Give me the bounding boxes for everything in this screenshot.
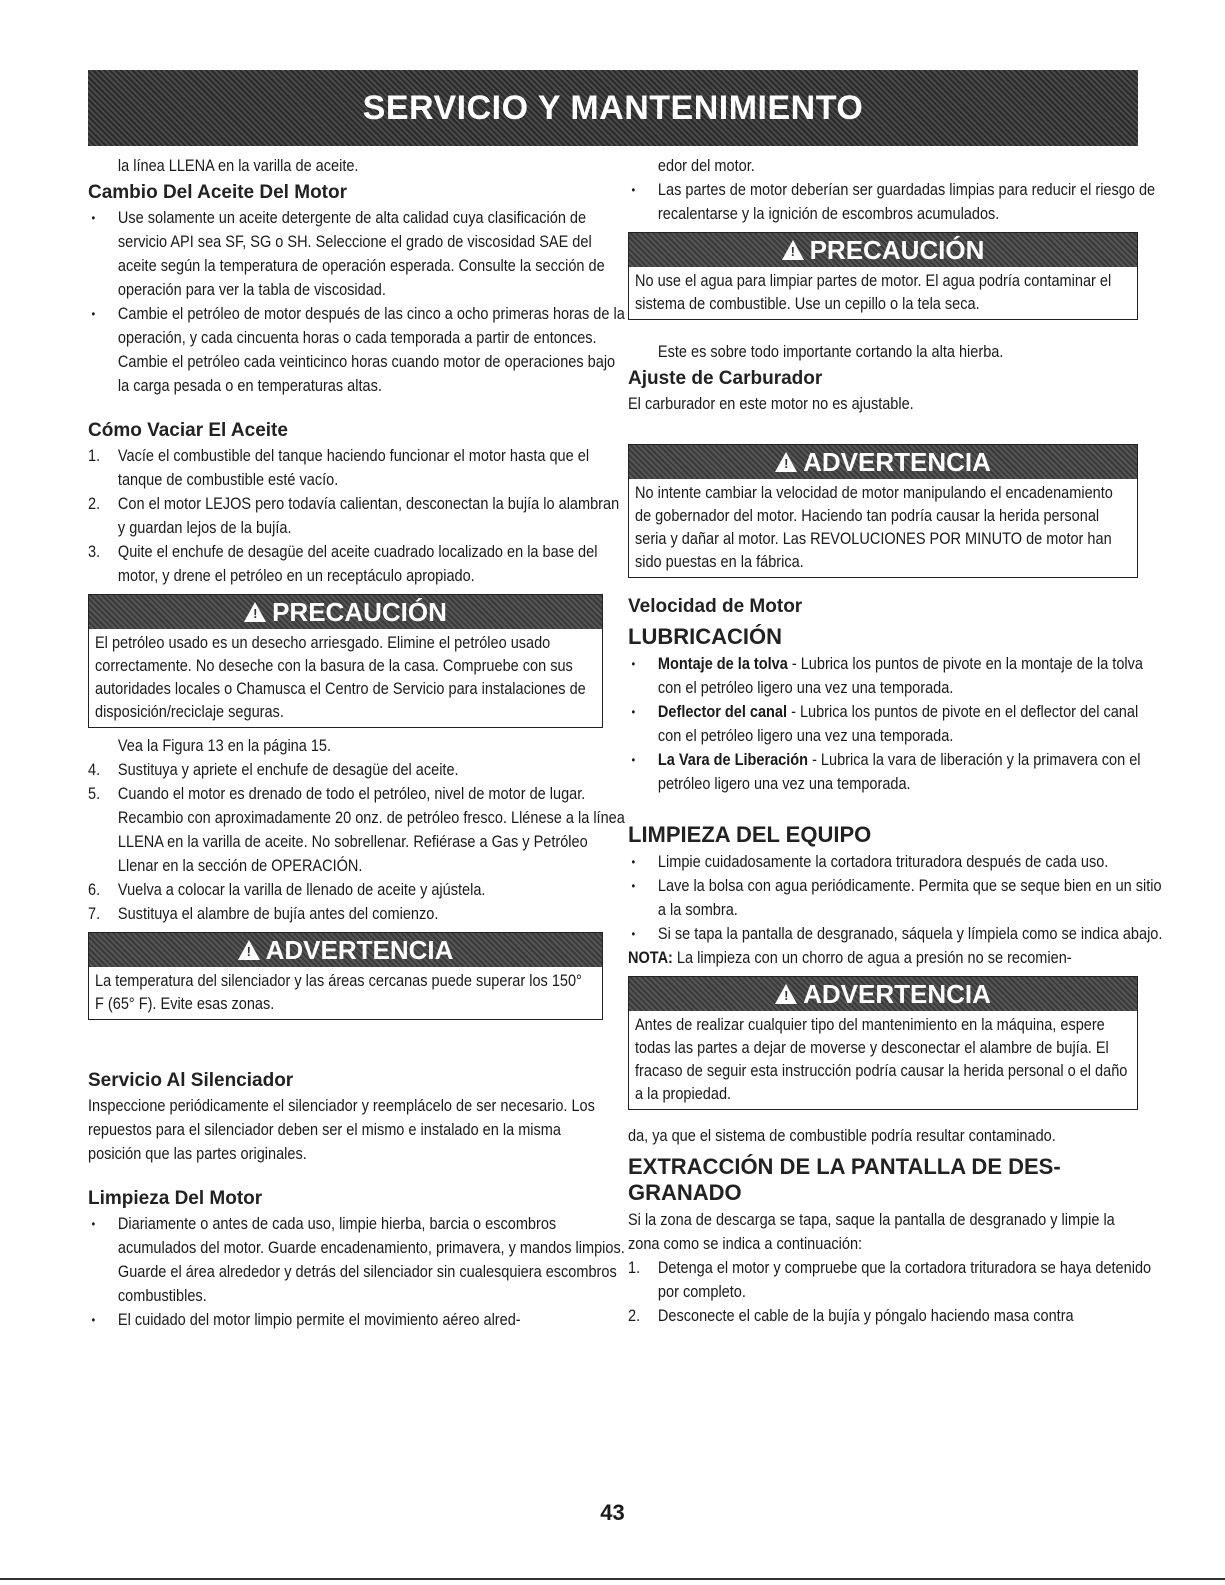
warning-triangle-icon — [782, 240, 804, 260]
nota-text: NOTA: La limpieza con un chorro de agua a presión no se recomien- — [628, 949, 1072, 967]
muffler-text: Inspeccione periódicamente el silenciador y reemplácelo de ser necesario. Los repuestos para el silenciador deben ser el mismo e instalado en la misma posición que las partes originales. — [88, 1097, 595, 1163]
continued-text: edor del motor. — [657, 157, 755, 175]
warning-text: Antes de realizar cualquier tipo del mantenimiento en la máquina, espere todas las partes a dejar de moverse y desconectar el alambre de bujía. El fracaso de seguir esta instrucción podría causar la herida personal o el daño a la propiedad. — [635, 1016, 1128, 1103]
engine-speed-heading: Velocidad de Motor — [628, 596, 803, 617]
list-item: • Lave la bolsa con agua periódicamente. Permita que se seque bien en un sitio a la sombra. — [628, 874, 1165, 922]
page-header-banner — [88, 70, 1138, 146]
page-title: SERVICIO Y MANTENIMIENTO — [362, 88, 864, 127]
bottom-divider — [0, 1578, 1225, 1580]
warning-box-speed — [628, 444, 1138, 578]
drain-steps-2 — [88, 758, 625, 926]
list-item: • Si se tapa la pantalla de desgranado, sáquela y límpiela como se indica abajo. — [628, 922, 1165, 946]
caution-title: PRECAUCIÓN — [272, 596, 447, 627]
screen-removal-heading: EXTRACCIÓN DE LA PANTALLA DE DES-GRANADO — [628, 1154, 1061, 1205]
warning-triangle-icon — [775, 984, 797, 1004]
page-number: 43 — [600, 1500, 625, 1525]
caution-box-water — [628, 232, 1138, 320]
caution-text: El petróleo usado es un desecho arriesgado. Elimine el petróleo usado correctamente. No deseche con la basura de la casa. Compruebe con sus autoridades locales o Chamusca el Centro de Servicio para instalaciones de disposición/reciclaje seguras. — [95, 634, 586, 721]
engine-clean-heading: Limpieza Del Motor — [88, 1188, 263, 1209]
drain-steps — [88, 444, 620, 588]
continued-text-2: da, ya que el sistema de combustible podría resultar contaminado. — [628, 1127, 1056, 1145]
left-column — [88, 154, 625, 1332]
warning-triangle-icon — [238, 940, 260, 960]
list-item: • Montaje de la tolva - Lubrica los puntos de pivote en la montaje de la tolva con el petróleo ligero una vez una temporada. — [628, 652, 1165, 700]
drain-oil-heading: Cómo Vaciar El Aceite — [88, 420, 288, 441]
list-item: 4. Sustituya y apriete el enchufe de desagüe del aceite. — [88, 761, 459, 779]
list-item: 7. Sustituya el alambre de bujía antes del comienzo. — [88, 905, 439, 923]
muffler-heading: Servicio Al Silenciador — [88, 1070, 294, 1091]
list-item: 1. Detenga el motor y compruebe que la cortadora trituradora se haya detenido por completo. — [628, 1259, 1152, 1301]
warning-title: ADVERTENCIA — [803, 978, 991, 1009]
right-column — [628, 154, 1163, 1328]
equipment-clean-list — [628, 850, 1163, 946]
warning-triangle-icon — [775, 452, 797, 472]
see-figure-text: Vea la Figura 13 en la página 15. — [117, 737, 332, 755]
list-item: 3. Quite el enchufe de desagüe del aceite cuadrado localizado en la base del motor, y drene el petróleo en un receptáculo apropiado. — [88, 543, 598, 585]
screen-removal-text: Si la zona de descarga se tapa, saque la pantalla de desgranado y limpie la zona como se indica a continuación: — [628, 1211, 1115, 1253]
list-item: • Use solamente un aceite detergente de alta calidad cuya clasificación de servicio API sea SF, SG o SH. Seleccione el grado de viscosidad SAE del aceite según la temperatura de operación esperada. Consulte la sección de operación para ver la tabla de viscosidad. — [88, 206, 630, 302]
caution-text: No use el agua para limpiar partes de motor. El agua podría contaminar el sistema de combustible. Use un cepillo o la tela seca. — [635, 272, 1112, 313]
engine-clean-list — [88, 1212, 625, 1332]
warning-text: La temperatura del silenciador y las áreas cercanas puede superar los 150° F (65° F). Evite esas zonas. — [95, 972, 582, 1013]
warning-text: No intente cambiar la velocidad de motor manipulando el encadenamiento de gobernador del motor. Haciendo tan podría causar la herida personal seria y dañar al motor. Las REVOLUCIONES POR MINUTO de motor han sido puestas en la fábrica. — [635, 484, 1113, 571]
list-item: • Deflector del canal - Lubrica los puntos de pivote en el deflector del canal con el petróleo ligero una vez una temporada. — [628, 700, 1165, 748]
note-text: Este es sobre todo importante cortando la alta hierba. — [657, 343, 1004, 361]
oil-change-heading: Cambio Del Aceite Del Motor — [88, 182, 348, 203]
list-item: 1. Vacíe el combustible del tanque haciendo funcionar el motor hasta que el tanque de combustible esté vacío. — [88, 447, 590, 489]
warning-title: ADVERTENCIA — [265, 934, 454, 965]
warning-box-maintenance — [628, 976, 1138, 1110]
list-item: • La Vara de Liberación - Lubrica la vara de liberación y la primavera con el petróleo ligero una vez una temporada. — [628, 748, 1165, 796]
caution-title: PRECAUCIÓN — [809, 234, 985, 265]
list-item: 5. Cuando el motor es drenado de todo el petróleo, nivel de motor de lugar. Recambio con aproximadamente 20 onz. de petróleo fresco. Llénese a la línea LLENA en la varilla de aceite. No sobrellenar. Refiérase a Gas y Petróleo Llenar en la sección de OPERACIÓN. — [88, 785, 625, 875]
oil-change-list — [88, 206, 625, 398]
list-item: • El cuidado del motor limpio permite el movimiento aéreo alred- — [88, 1308, 630, 1332]
intro-text: la línea LLENA en la varilla de aceite. — [117, 157, 359, 175]
equipment-clean-heading: LIMPIEZA DEL EQUIPO — [628, 822, 872, 847]
list-item: 6. Vuelva a colocar la varilla de llenado de aceite y ajústela. — [88, 881, 486, 899]
caution-box-oil — [88, 594, 603, 728]
screen-steps — [628, 1256, 1152, 1328]
list-item: • Diariamente o antes de cada uso, limpie hierba, barcia o escombros acumulados del motor. Guarde encadenamiento, primavera, y mandos limpios. Guarde el área alrededor y detrás del silenciador sin cualesquiera escombros combustibles. — [88, 1212, 630, 1308]
warning-triangle-icon — [244, 602, 266, 622]
list-item: 2. Con el motor LEJOS pero todavía calientan, desconectan la bujía lo alambran y guardan lejos de la bujía. — [88, 495, 620, 537]
lubrication-list — [628, 652, 1143, 796]
carburetor-heading: Ajuste de Carburador — [628, 368, 823, 389]
warning-title: ADVERTENCIA — [803, 446, 991, 477]
warning-box-muffler — [88, 932, 603, 1020]
list-item: 2. Desconecte el cable de la bujía y póngalo haciendo masa contra — [628, 1307, 1074, 1325]
list-item: • Cambie el petróleo de motor después de las cinco a ocho primeras horas de la operación, y cada cincuenta horas o cada temporada a partir de entonces. Cambie el petróleo cada veinticinco horas cuando motor de operaciones bajo la carga pesada o en temperaturas altas. — [88, 302, 630, 398]
lubrication-heading: LUBRICACIÓN — [628, 624, 782, 649]
carburetor-text: El carburador en este motor no es ajustable. — [628, 395, 914, 413]
list-item: • Limpie cuidadosamente la cortadora trituradora después de cada uso. — [628, 850, 1165, 874]
list-item: • Las partes de motor deberían ser guardadas limpias para reducir el riesgo de recalentarse y la ignición de escombros acumulados. — [628, 178, 1165, 226]
